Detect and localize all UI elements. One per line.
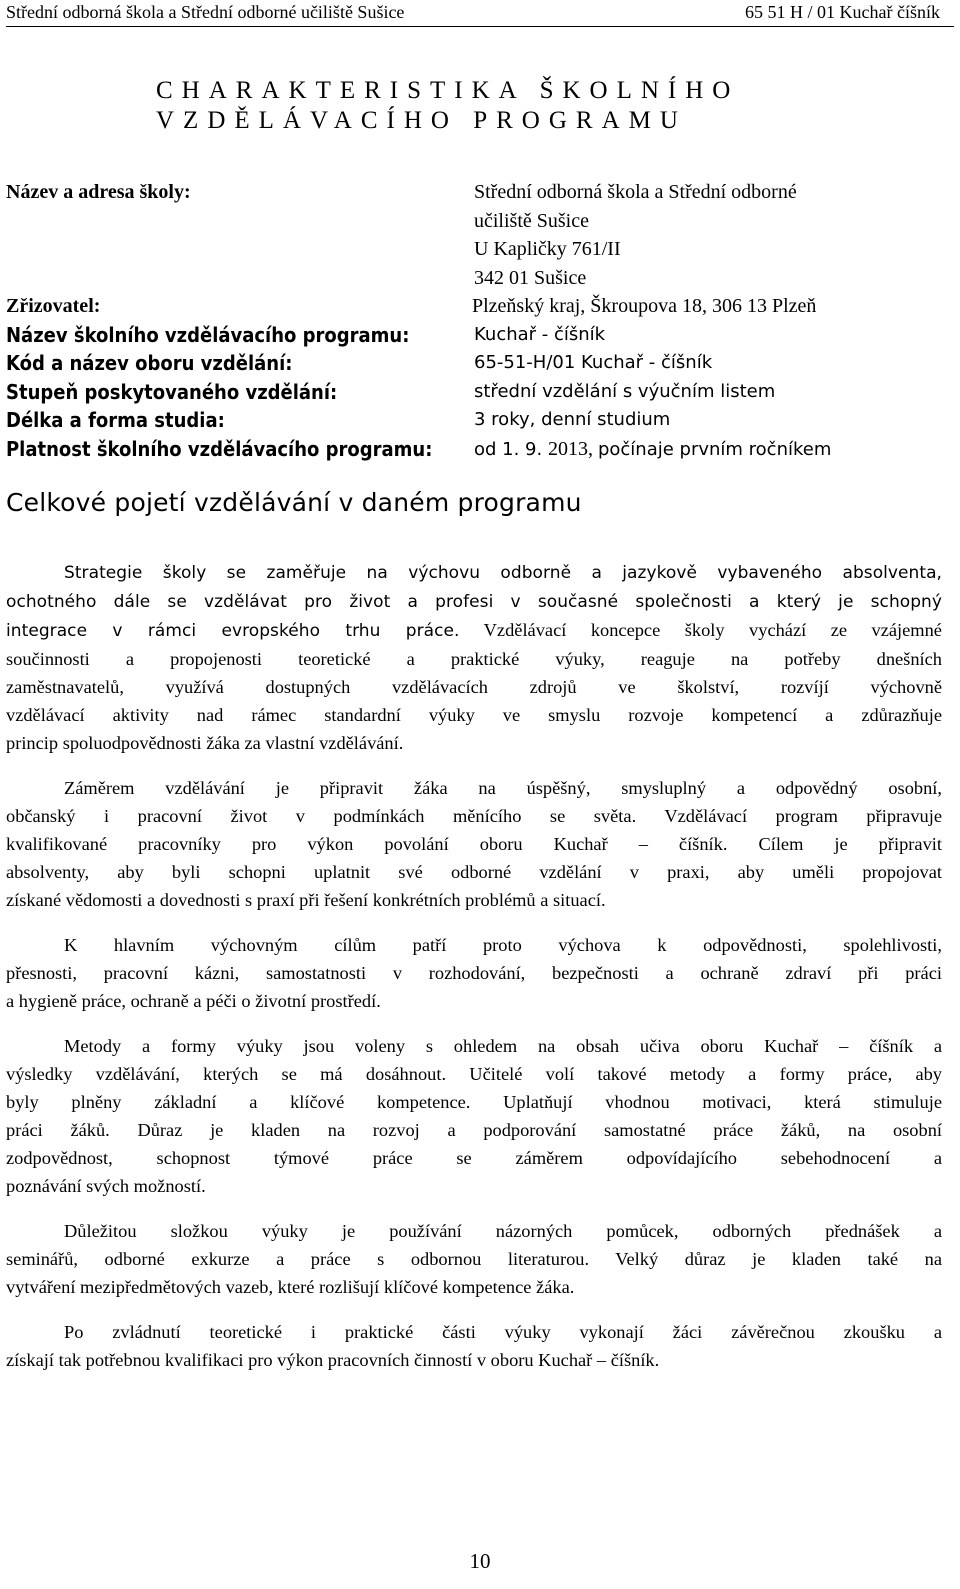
p4-line-4: práci žáků. Důraz je kladen na rozvoj a podporování samostatné práce žáků, na osobní <box>6 1120 942 1140</box>
paragraph-aims <box>6 931 942 1015</box>
text-line <box>6 701 942 729</box>
info-row-address-4 <box>6 264 946 293</box>
duration-value: 3 roky, denní studium <box>474 409 671 430</box>
p5-line-1: Důležitou složkou výuky je používání názorných pomůcek, odborných přednášek a <box>64 1221 942 1241</box>
document-body <box>6 558 942 1374</box>
text-line <box>6 987 942 1015</box>
page-number: 10 <box>469 1549 491 1573</box>
text-line <box>6 1245 942 1273</box>
text-line <box>6 558 942 587</box>
level-label: Stupeň poskytovaného vzdělání: <box>6 379 338 404</box>
text-line <box>6 886 942 914</box>
text-line <box>6 587 942 616</box>
p4-line-6: poznávání svých možností. <box>6 1176 206 1196</box>
program-label: Název školního vzdělávacího programu: <box>6 322 410 347</box>
info-row-address <box>6 178 946 207</box>
text-line <box>6 1172 942 1200</box>
text-line <box>6 1060 942 1088</box>
paragraph-goal <box>6 774 942 914</box>
info-row-level <box>6 378 946 407</box>
p3-line-3: a hygieně práce, ochraně a péči o životní prostředí. <box>6 991 381 1011</box>
document-title <box>156 76 739 136</box>
field-label: Kód a název oboru vzdělání: <box>6 351 293 375</box>
p5-line-2: seminářů, odborné exkurze a práce s odbornou literaturou. Velký důraz je kladen také na <box>6 1249 942 1269</box>
paragraph-methods <box>6 1032 942 1200</box>
title-line-1: CHARAKTERISTIKA ŠKOLNÍHO <box>156 77 740 104</box>
validity-date-start: od 1. 9. <box>474 438 548 460</box>
p4-line-2: výsledky vzdělávání, kterých se má dosáhnout. Učitelé volí takové metody a formy práce, aby <box>6 1064 942 1084</box>
p2-line-1: Záměrem vzdělávání je připravit žáka na úspěšný, smysluplný a odpovědný osobní, <box>64 778 942 798</box>
text-line <box>6 1318 942 1346</box>
text-line <box>6 830 942 858</box>
text-line <box>6 802 942 830</box>
text-line <box>6 1144 942 1172</box>
info-row-validity <box>6 435 946 464</box>
text-line <box>6 1032 942 1060</box>
text-line <box>6 645 942 673</box>
p4-line-5: zodpovědnost, schopnost týmové práce se záměrem odpovídajícího sebehodnocení a <box>6 1148 942 1168</box>
text-line <box>6 1217 942 1245</box>
p2-line-5: získané vědomosti a dovednosti s praxí při řešení konkrétních problémů a situací. <box>6 890 606 910</box>
p1-line-1: Strategie školy se zaměřuje na výchovu odborně a jazykově vybaveného absolventa, <box>64 563 942 583</box>
title-line-2: VZDĚLÁVACÍHO PROGRAMU <box>156 107 687 134</box>
school-info-table <box>6 178 946 463</box>
address-line-2: učiliště Sušice <box>474 209 589 232</box>
p1-line-4: součinnosti a propojenosti teoretické a praktické výuky, reaguje na potřeby dnešních <box>6 649 942 669</box>
info-row-duration <box>6 406 946 435</box>
validity-note: počínaje prvním ročníkem <box>597 438 832 460</box>
text-line <box>6 1273 942 1301</box>
p3-line-1: K hlavním výchovným cílům patří proto výchova k odpovědnosti, spolehlivosti, <box>64 935 942 955</box>
section-heading: Celkové pojetí vzdělávání v daném programu <box>6 488 582 517</box>
info-row-field <box>6 349 946 378</box>
validity-value <box>474 435 831 464</box>
p5-line-3: vytváření mezipředmětových vazeb, které rozlišují klíčové kompetence žáka. <box>6 1277 575 1297</box>
p1-line-3: integrace v rámci evropského trhu práce. <box>6 621 460 641</box>
p2-line-2: občanský i pracovní život v podmínkách měnícího se světa. Vzdělávací program připravuje <box>6 806 942 826</box>
p1-line-7: princip spoluodpovědnosti žáka za vlastní vzdělávání. <box>6 733 404 753</box>
text-line <box>6 1346 942 1374</box>
text-line <box>6 931 942 959</box>
text-line <box>6 858 942 886</box>
text-line <box>6 616 942 645</box>
info-row-address-2 <box>6 207 946 236</box>
validity-year: 2013, <box>547 437 598 460</box>
header-school-name: Střední odborná škola a Střední odborné učiliště Sušice <box>6 2 405 22</box>
info-row-founder <box>6 292 946 321</box>
field-value: 65-51-H/01 Kuchař - číšník <box>474 352 713 373</box>
p2-line-3: kvalifikované pracovníky pro výkon povolání oboru Kuchař – číšník. Cílem je připravit <box>6 834 942 854</box>
info-row-program <box>6 321 946 350</box>
text-line <box>6 959 942 987</box>
p1-line-3b: Vzdělávací koncepce školy vychází ze vzájemné <box>459 620 942 640</box>
text-line <box>6 1088 942 1116</box>
page-header <box>6 0 954 27</box>
p1-line-5: zaměstnavatelů, využívá dostupných vzdělávacích zdrojů ve školství, rozvíjí výchovně <box>6 677 942 697</box>
p6-line-1: Po zvládnutí teoretické i praktické části výuky vykonají žáci závěrečnou zkoušku a <box>64 1322 942 1342</box>
program-value: Kuchař - číšník <box>474 323 606 345</box>
address-line-1: Střední odborná škola a Střední odborné <box>474 181 797 203</box>
duration-label: Délka a forma studia: <box>6 408 225 432</box>
p6-line-2: získají tak potřebnou kvalifikaci pro výkon pracovních činností v oboru Kuchař – číšník. <box>6 1350 660 1370</box>
paragraph-strategy <box>6 558 942 757</box>
paragraph-aids <box>6 1217 942 1301</box>
text-line <box>6 673 942 701</box>
header-program-code: 65 51 H / 01 Kuchař číšník <box>745 2 940 22</box>
p3-line-2: přesnosti, pracovní kázni, samostatnosti v rozhodování, bezpečnosti a ochraně zdraví při práci <box>6 963 942 983</box>
p2-line-4: absolventy, aby byli schopni uplatnit své odborné vzdělání v praxi, aby uměli propojovat <box>6 862 942 882</box>
paragraph-final-exam <box>6 1318 942 1374</box>
address-label: Název a adresa školy: <box>6 181 191 203</box>
text-line <box>6 1116 942 1144</box>
p1-line-2: ochotného dále se vzdělávat pro život a profesi v současné společnosti a který je schopný <box>6 592 942 612</box>
text-line <box>6 774 942 802</box>
level-value: střední vzdělání s výučním listem <box>474 380 776 402</box>
info-row-address-3 <box>6 235 946 264</box>
founder-label: Zřizovatel: <box>6 295 101 317</box>
address-line-4: 342 01 Sušice <box>474 266 587 289</box>
validity-label: Platnost školního vzdělávacího programu: <box>6 436 433 461</box>
p4-line-3: byly plněny základní a klíčové kompetence. Uplatňují vhodnou motivaci, která stimuluje <box>6 1092 942 1112</box>
founder-value: Plzeňský kraj, Škroupova 18, 306 13 Plzeň <box>472 295 817 317</box>
text-line <box>6 729 942 757</box>
p4-line-1: Metody a formy výuky jsou voleny s ohledem na obsah učiva oboru Kuchař – číšník a <box>64 1036 942 1056</box>
p1-line-6: vzdělávací aktivity nad rámec standardní výuky ve smyslu rozvoje kompetencí a zdůrazňuje <box>6 705 942 725</box>
address-line-3: U Kapličky 761/II <box>474 238 621 260</box>
